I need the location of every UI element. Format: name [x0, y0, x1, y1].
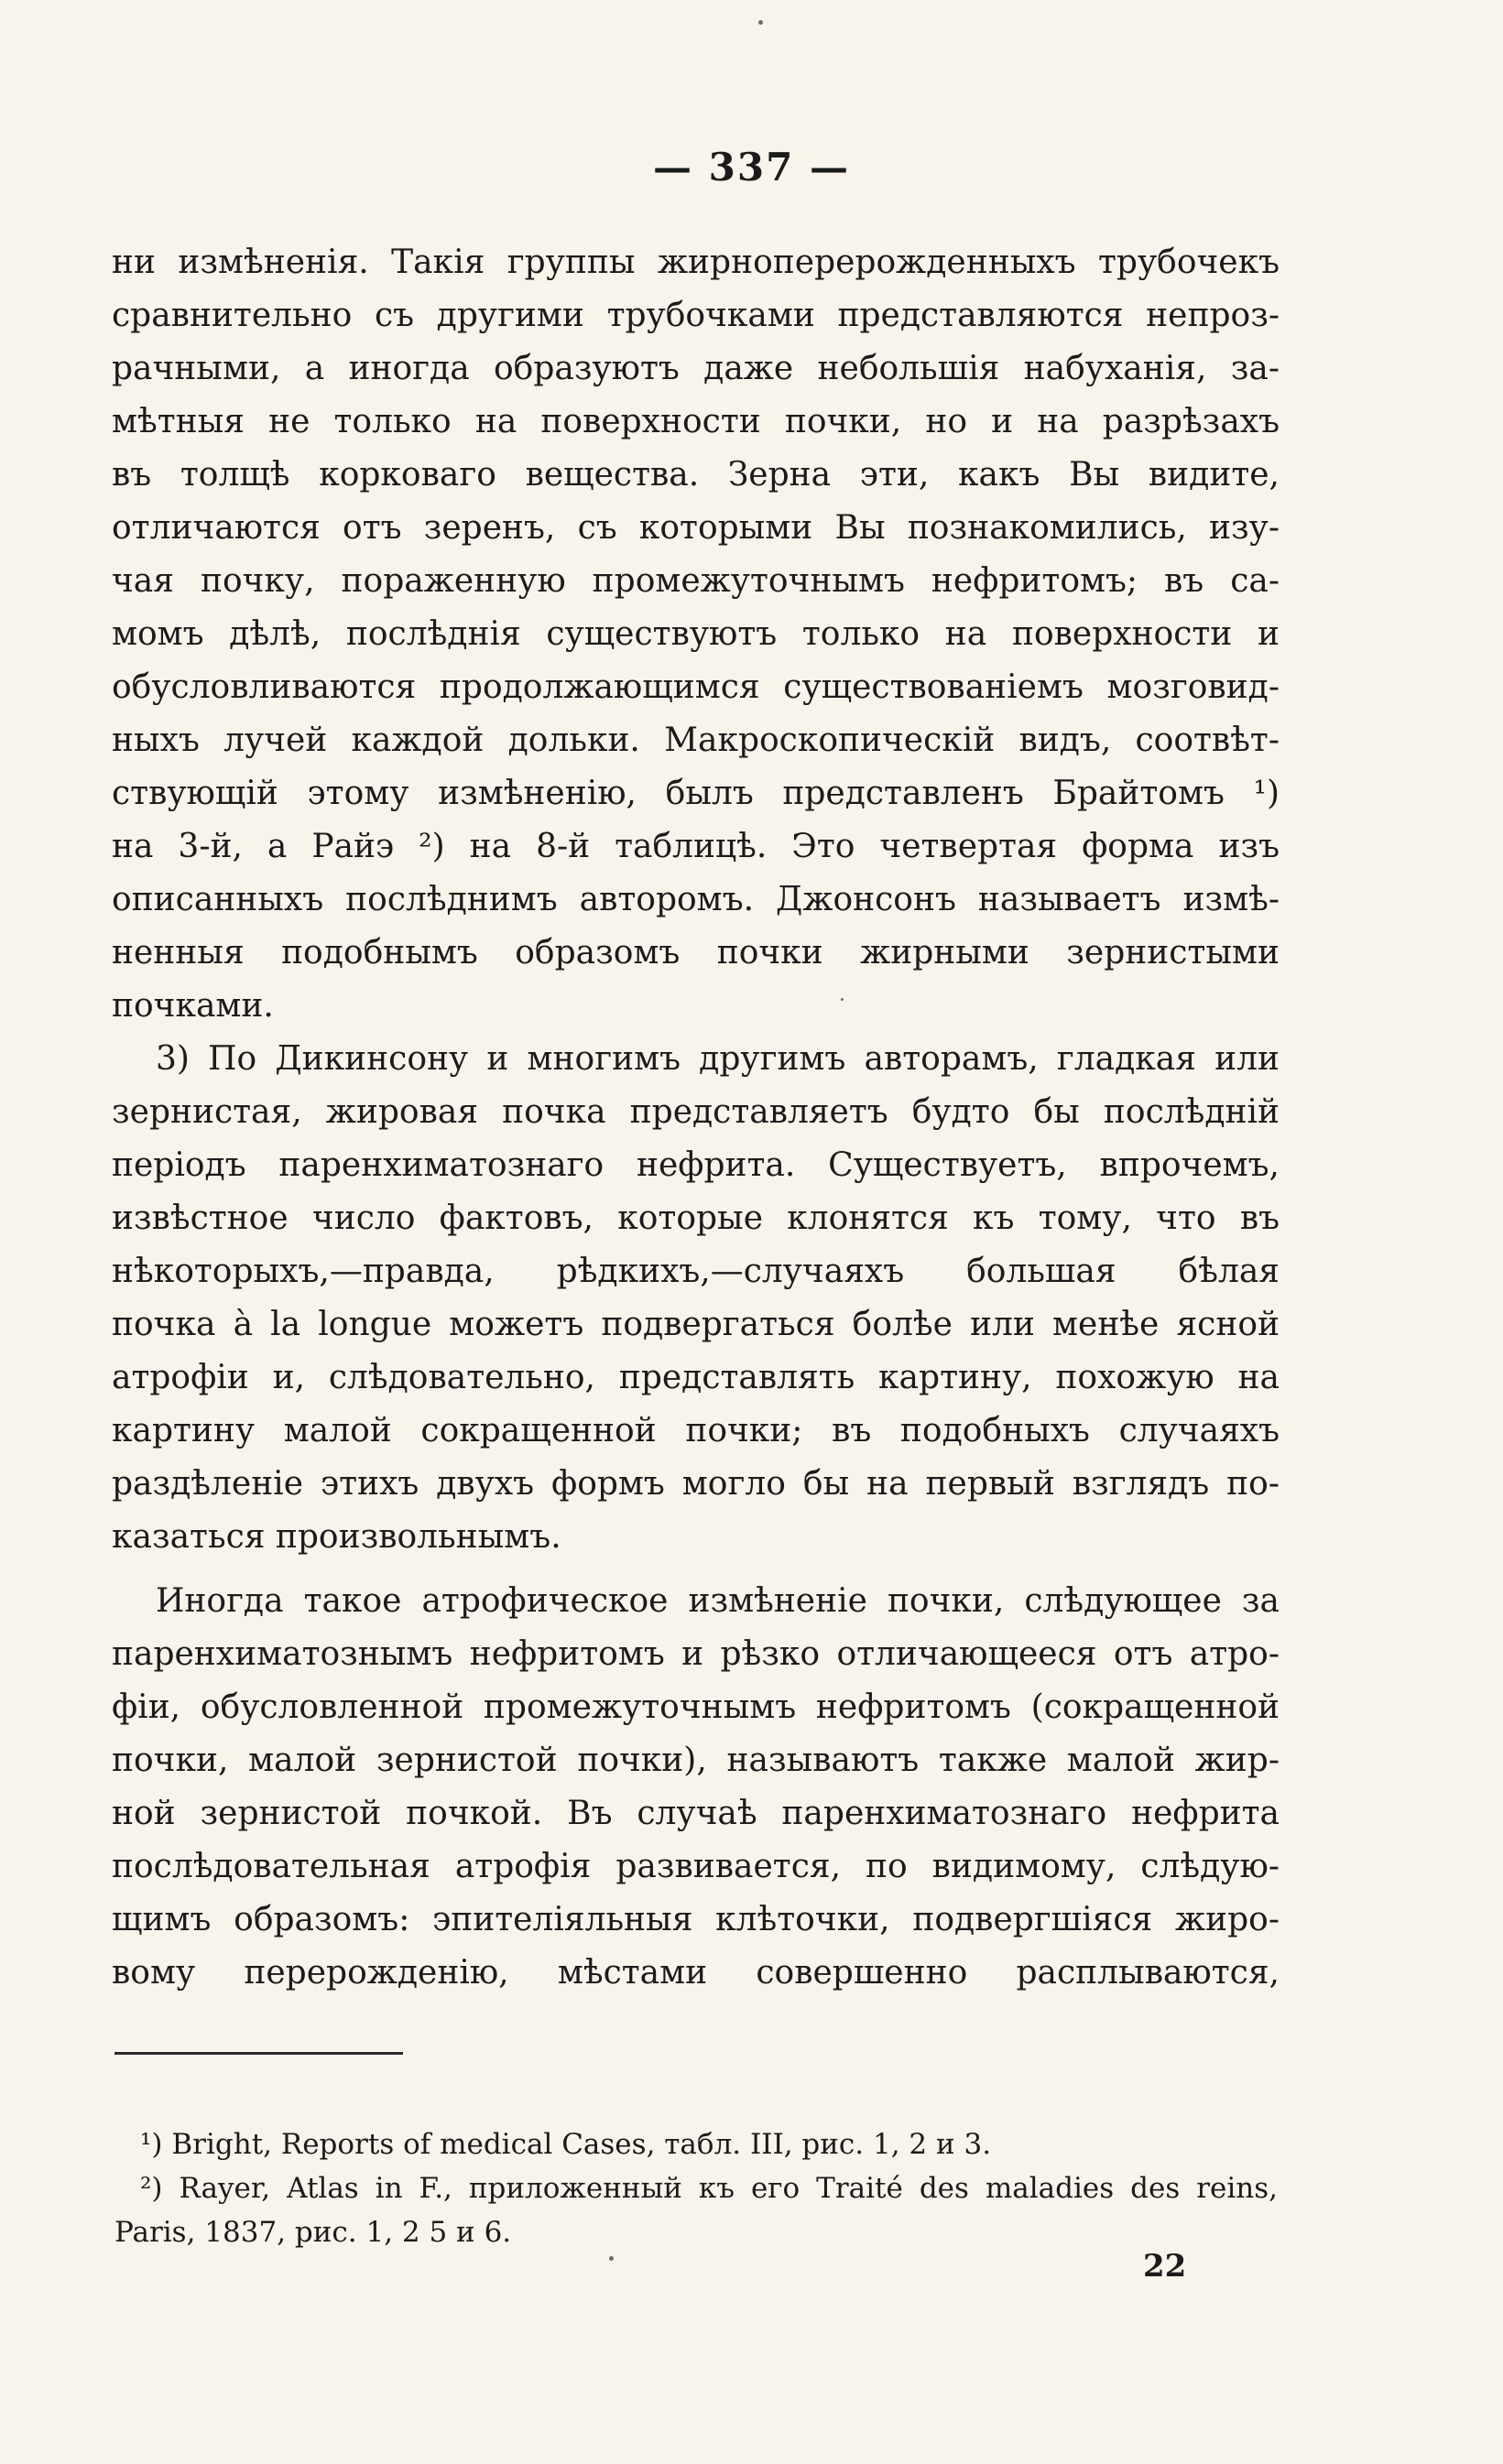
text-line: почка à la longue можетъ подвергаться болѣе или менѣе ясной — [112, 1306, 1280, 1343]
text-line: 3) По Дикинсону и многимъ другимъ авторамъ, гладкая или — [156, 1040, 1280, 1078]
text-line: на 3-й, а Райэ ²) на 8-й таблицѣ. Это четвертая форма изъ — [112, 828, 1280, 865]
footnotes — [114, 2122, 1278, 2254]
text-line: въ толщѣ корковаго вещества. Зерна эти, какъ Вы видите, — [112, 456, 1280, 494]
text-line: щимъ образомъ: эпителіяльныя клѣточки, подвергшіяся жиро- — [112, 1901, 1280, 1938]
text-line: чая почку, пораженную промежуточнымъ нефритомъ; въ са- — [112, 562, 1280, 600]
print-speck — [609, 2256, 614, 2261]
text-line: фіи, обусловленной промежуточнымъ нефритомъ (сокращенной — [112, 1688, 1280, 1726]
text-line: описанныхъ послѣднимъ авторомъ. Джонсонъ называетъ измѣ- — [112, 881, 1280, 918]
text-line: извѣстное число фактовъ, которые клонятся къ тому, что въ — [112, 1199, 1280, 1237]
text-line: вому перерожденію, мѣстами совершенно расплываются, — [112, 1954, 1280, 1992]
text-line: казаться произвольнымъ. — [112, 1518, 561, 1556]
text-line: ныхъ лучей каждой дольки. Макроскопическій видъ, соотвѣт- — [112, 722, 1280, 759]
text-line: послѣдовательная атрофія развивается, по видимому, слѣдую- — [112, 1848, 1280, 1885]
text-line: момъ дѣлѣ, послѣднія существуютъ только на поверхности и — [112, 615, 1280, 653]
text-line: раздѣленіе этихъ двухъ формъ могло бы на первый взглядъ по- — [112, 1465, 1280, 1503]
print-speck — [758, 20, 763, 25]
footnote-line: ²) Rayer, Atlas in F., приложенный къ его Traité des maladies des reins, — [140, 2172, 1278, 2205]
text-line: ненныя подобнымъ образомъ почки жирными зернистыми — [112, 934, 1280, 971]
text-line: рачными, а иногда образуютъ даже небольшія набуханія, за- — [112, 350, 1280, 387]
text-line: картину малой сокращенной почки; въ подобныхъ случаяхъ — [112, 1412, 1280, 1449]
text-line: отличаются отъ зеренъ, съ которыми Вы познакомились, изу- — [112, 509, 1280, 547]
text-line: сравнительно съ другими трубочками представляются непроз- — [112, 297, 1280, 334]
page-number: — 337 — — [653, 145, 850, 190]
text-line: Иногда такое атрофическое измѣненіе почки, слѣдующее за — [156, 1582, 1280, 1620]
text-line: періодъ паренхиматознаго нефрита. Существуетъ, впрочемъ, — [112, 1146, 1280, 1184]
paragraph-gap — [112, 1564, 1280, 1575]
text-line: обусловливаются продолжающимся существованіемъ мозговид- — [112, 668, 1280, 706]
text-line: ствующій этому измѣненію, былъ представленъ Брайтомъ ¹) — [112, 775, 1280, 812]
text-line: атрофіи и, слѣдовательно, представлять картину, похожую на — [112, 1359, 1280, 1396]
print-speck — [841, 998, 844, 1001]
text-line: почками. — [112, 987, 274, 1025]
signature-mark: 22 — [1143, 2248, 1187, 2285]
body-text — [112, 236, 1280, 2000]
text-line: нѣкоторыхъ,—правда, рѣдкихъ,—случаяхъ большая бѣлая — [112, 1253, 1280, 1290]
footnote-line: Paris, 1837, рис. 1, 2 5 и 6. — [114, 2216, 512, 2249]
text-line: мѣтныя не только на поверхности почки, но и на разрѣзахъ — [112, 403, 1280, 440]
text-line: зернистая, жировая почка представляетъ будто бы послѣдній — [112, 1093, 1280, 1131]
text-line: ни измѣненія. Такія группы жирноперерожденныхъ трубочекъ — [112, 244, 1280, 281]
text-line: паренхиматознымъ нефритомъ и рѣзко отличающееся отъ атро- — [112, 1635, 1280, 1673]
footnote-line: ¹) Bright, Reports of medical Cases, табл. III, рис. 1, 2 и 3. — [140, 2128, 992, 2161]
footnote-divider — [114, 2052, 403, 2055]
text-line: почки, малой зернистой почки), называютъ также малой жир- — [112, 1742, 1280, 1779]
text-line: ной зернистой почкой. Въ случаѣ паренхиматознаго нефрита — [112, 1795, 1280, 1832]
